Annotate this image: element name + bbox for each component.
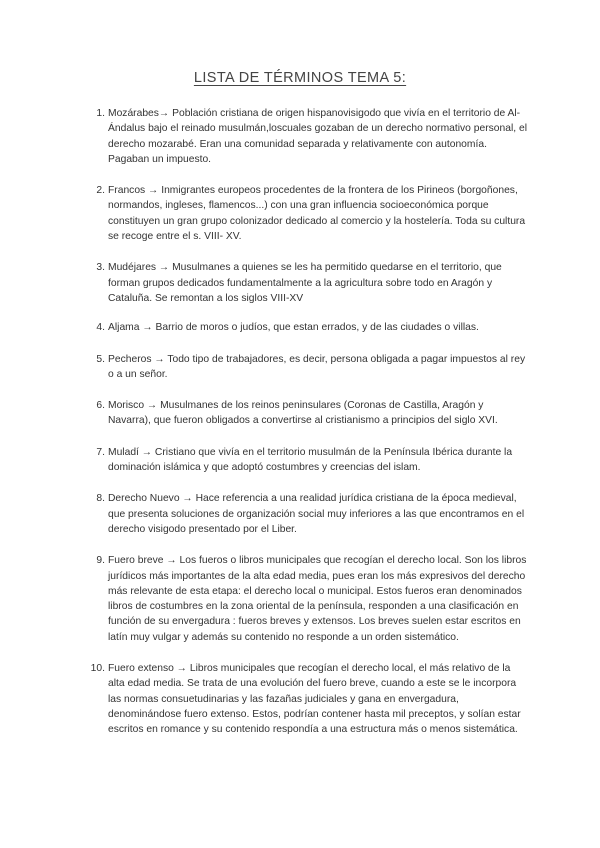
item-text: Mozárabes→ Población cristiana de origen hispanovisigodo que vivía en el territorio de Al-Ándalus bajo el reinado musulmán,loscuales gozaban de un derecho normativo personal, el derecho mozarabé. Eran una comunidad separada y relativamente con autonomía. Pagaban un impuesto.: [108, 108, 528, 165]
list-item: [87, 106, 527, 167]
item-number: 10.: [90, 663, 105, 675]
list-item: [87, 183, 527, 244]
page-title: LISTA DE TÉRMINOS TEMA 5:: [193, 70, 407, 86]
item-text: Derecho Nuevo → Hace referencia a una realidad jurídica cristiana de la época medieval, que presenta soluciones de organización social muy inferiores a las que encontramos en el derecho visigodo presentado por el Liber.: [108, 493, 525, 535]
item-text: Francos → Inmigrantes europeos procedentes de la frontera de los Pirineos (borgoñones, normandos, ingleses, flamencos...) con una gran influencia socioeconómica porque constituyen un gran grupo colonizador dedicado al comercio y la hostelería. Toda su cultura se recoge entre el s. VIII- XV.: [108, 185, 526, 243]
item-number: 4.: [96, 322, 105, 334]
item-text: Morisco → Musulmanes de los reinos peninsulares (Coronas de Castilla, Aragón y Navarra), que fueron obligados a convertirse al cristianismo a principios del siglo XVI.: [108, 400, 498, 427]
item-number: 3.: [96, 262, 105, 274]
item-number: 2.: [96, 185, 105, 197]
list-item: [87, 320, 527, 335]
item-text: Pecheros → Todo tipo de trabajadores, es decir, persona obligada a pagar impuestos al rey o a un señor.: [108, 353, 526, 380]
item-number: 9.: [96, 555, 105, 567]
item-text: Mudéjares → Musulmanes a quienes se les ha permitido quedarse en el territorio, que forman grupos dedicados fundamentalmente a la agricultura sobre todo en Aragón y Cataluña. Se remontan a los siglos VIII-XV: [108, 262, 502, 304]
list-item: [87, 260, 527, 306]
item-text: Fuero breve → Los fueros o libros municipales que recogían el derecho local. Son los libros jurídicos más importantes de la alta edad media, pues eran los más expresivos del derecho más relevante de esta etapa: el derecho local o municipal. Estos fueros eran denominados libros de costumbres en la zona oriental de la península, responden a una clasificación en función de su envergadura : fueros breves y extensos. Los breves suelen estar escritos en latín muy vulgar y además su contenido no responde a un orden sistemático.: [108, 555, 527, 643]
list-item: [87, 661, 527, 737]
item-text: Fuero extenso → Libros municipales que recogían el derecho local, el más relativo de la alta edad media. Se trata de una evolución del fuero breve, cuando a este se le incorpora las normas consuetudinarias y las fazañas judiciales y gana en envergadura, denominándose fuero extenso. Estos, podrían contener hasta mil preceptos, y solían estar escritos en romance y su contenido respondía a una estructura más o menos sistemática.: [108, 663, 521, 736]
item-number: 8.: [96, 493, 105, 505]
item-number: 7.: [96, 446, 105, 458]
item-text: Muladí → Cristiano que vivía en el territorio musulmán de la Península Ibérica durante la dominación islámica y que adoptó costumbres y creencias del islam.: [108, 446, 513, 474]
list-item: [87, 491, 527, 537]
item-number: 6.: [96, 400, 105, 412]
item-number: 1.: [96, 108, 105, 119]
list-item: [87, 553, 527, 645]
item-text: Aljama → Barrio de moros o judíos, que estan errados, y de las ciudades o villas.: [108, 322, 479, 334]
terms-list: [87, 106, 527, 754]
item-number: 5.: [96, 353, 105, 365]
list-item: [87, 352, 527, 383]
list-item: [87, 398, 527, 429]
list-item: [87, 445, 527, 476]
